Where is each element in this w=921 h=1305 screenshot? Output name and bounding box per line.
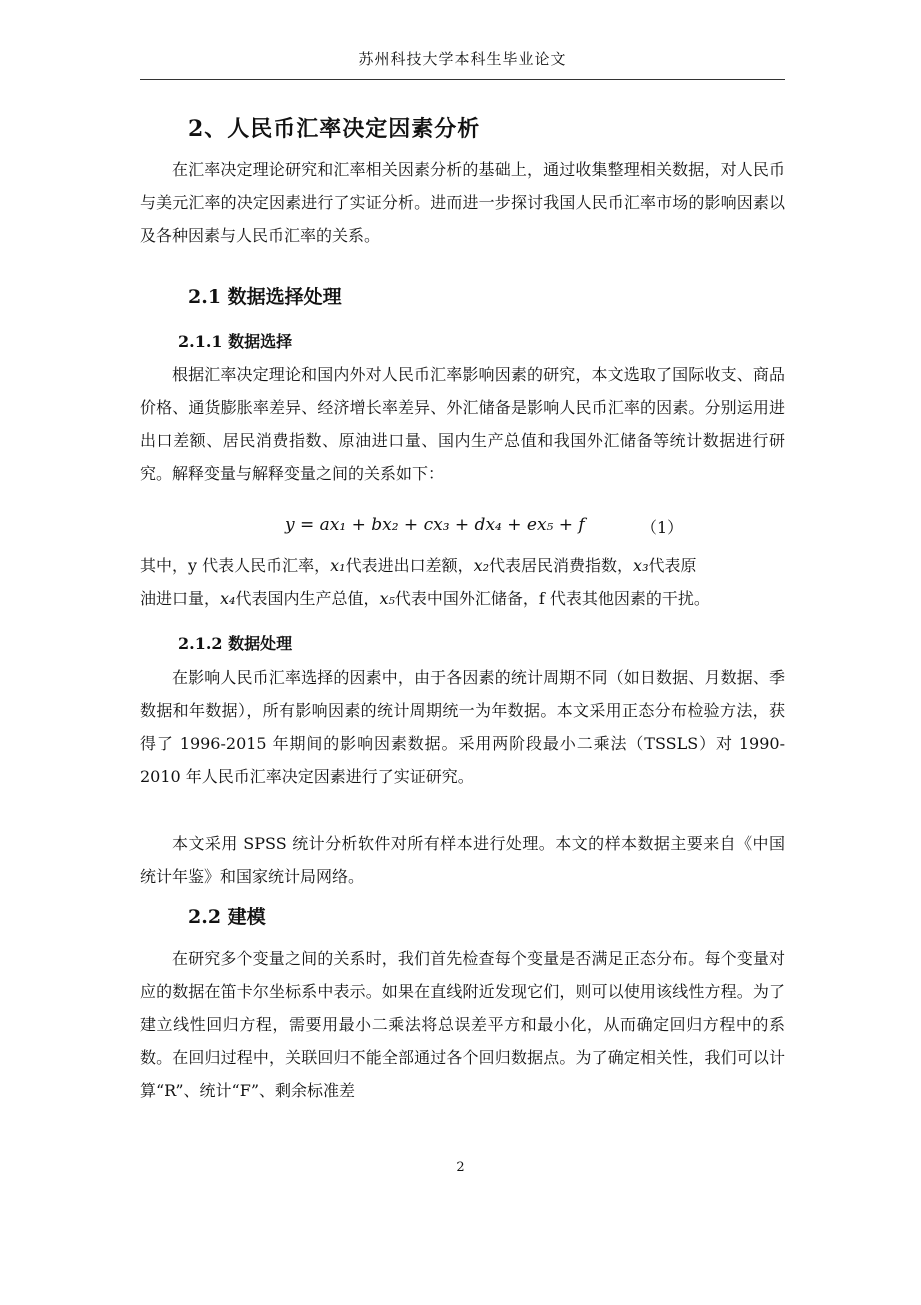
equation-number: （1） [641,518,684,537]
modeling-paragraph: 在研究多个变量之间的关系时，我们首先检查每个变量是否满足正态分布。每个变量对应的数据在笛卡尔坐标系中表示。如果在直线附近发现它们，则可以使用该线性方程。为了建立线性回归方程，需要用最小二乘法将总误差平方和最小化，从而确定回归方程中的系数。在回归过程中，关联回归不能全部通过各个回归数据点。为了确定相关性，我们可以计算“R”、统计“F”、剩余标准差 [140,949,785,1100]
where-text: 油进口量， [140,589,221,608]
where-text: 其中，y 代表人民币汇率， [140,556,331,575]
where-text: 代表居民消费指数， [489,556,634,575]
subsection-2-2-title: 2.2 建模 [188,906,266,928]
page-number: 2 [456,1160,465,1175]
regression-formula: y = ax₁ + bx₂ + cx₃ + dx₄ + ex₅ + f [285,515,585,535]
var-x4: x₄ [220,589,236,608]
data-selection-paragraph: 根据汇率决定理论和国内外对人民币汇率影响因素的研究，本文选取了国际收支、商品价格、通货膨胀率差异、经济增长率差异、外汇储备是影响人民币汇率的因素。分别运用进出口差额、居民消费指数、原油进口量、国内生产总值和我国外汇储备等统计数据进行研究。解释变量与解释变量之间的关系如下： [140,365,785,483]
variable-definitions-line-1 [140,549,785,582]
where-text: 代表中国外汇储备，f 代表其他因素的干扰。 [394,589,710,608]
var-x1: x₁ [330,556,346,575]
header-rule [140,79,785,80]
var-x3: x₃ [633,556,649,575]
where-text: 代表国内生产总值， [235,589,380,608]
subsection-2-1-1-title: 2.1.1 数据选择 [178,332,293,351]
running-header: 苏州科技大学本科生毕业论文 [358,50,567,68]
subsection-2-1-2-title: 2.1.2 数据处理 [178,634,293,653]
var-x2: x₂ [473,556,490,575]
var-x5: x₅ [379,589,395,608]
where-text: 代表原 [648,556,697,575]
section-title: 2、人民币汇率决定因素分析 [188,116,481,142]
software-paragraph: 本文采用 SPSS 统计分析软件对所有样本进行处理。本文的样本数据主要来自《中国统计年鉴》和国家统计局网络。 [140,834,785,886]
variable-definitions-line-2 [140,582,785,615]
intro-paragraph: 在汇率决定理论研究和汇率相关因素分析的基础上，通过收集整理相关数据，对人民币与美元汇率的决定因素进行了实证分析。进而进一步探讨我国人民币汇率市场的影响因素以及各种因素与人民币汇率的关系。 [140,160,785,245]
where-text: 代表进出口差额， [345,556,474,575]
subsection-2-1-title: 2.1 数据选择处理 [188,286,342,308]
data-processing-paragraph: 在影响人民币汇率选择的因素中，由于各因素的统计周期不同（如日数据、月数据、季数据和年数据），所有影响因素的统计周期统一为年数据。本文采用正态分布检验方法，获得了 1996-2015 年期间的影响因素数据。采用两阶段最小二乘法（TSSLS）对 1990-2010 年人民币汇率决定因素进行了实证研究。 [140,668,785,786]
